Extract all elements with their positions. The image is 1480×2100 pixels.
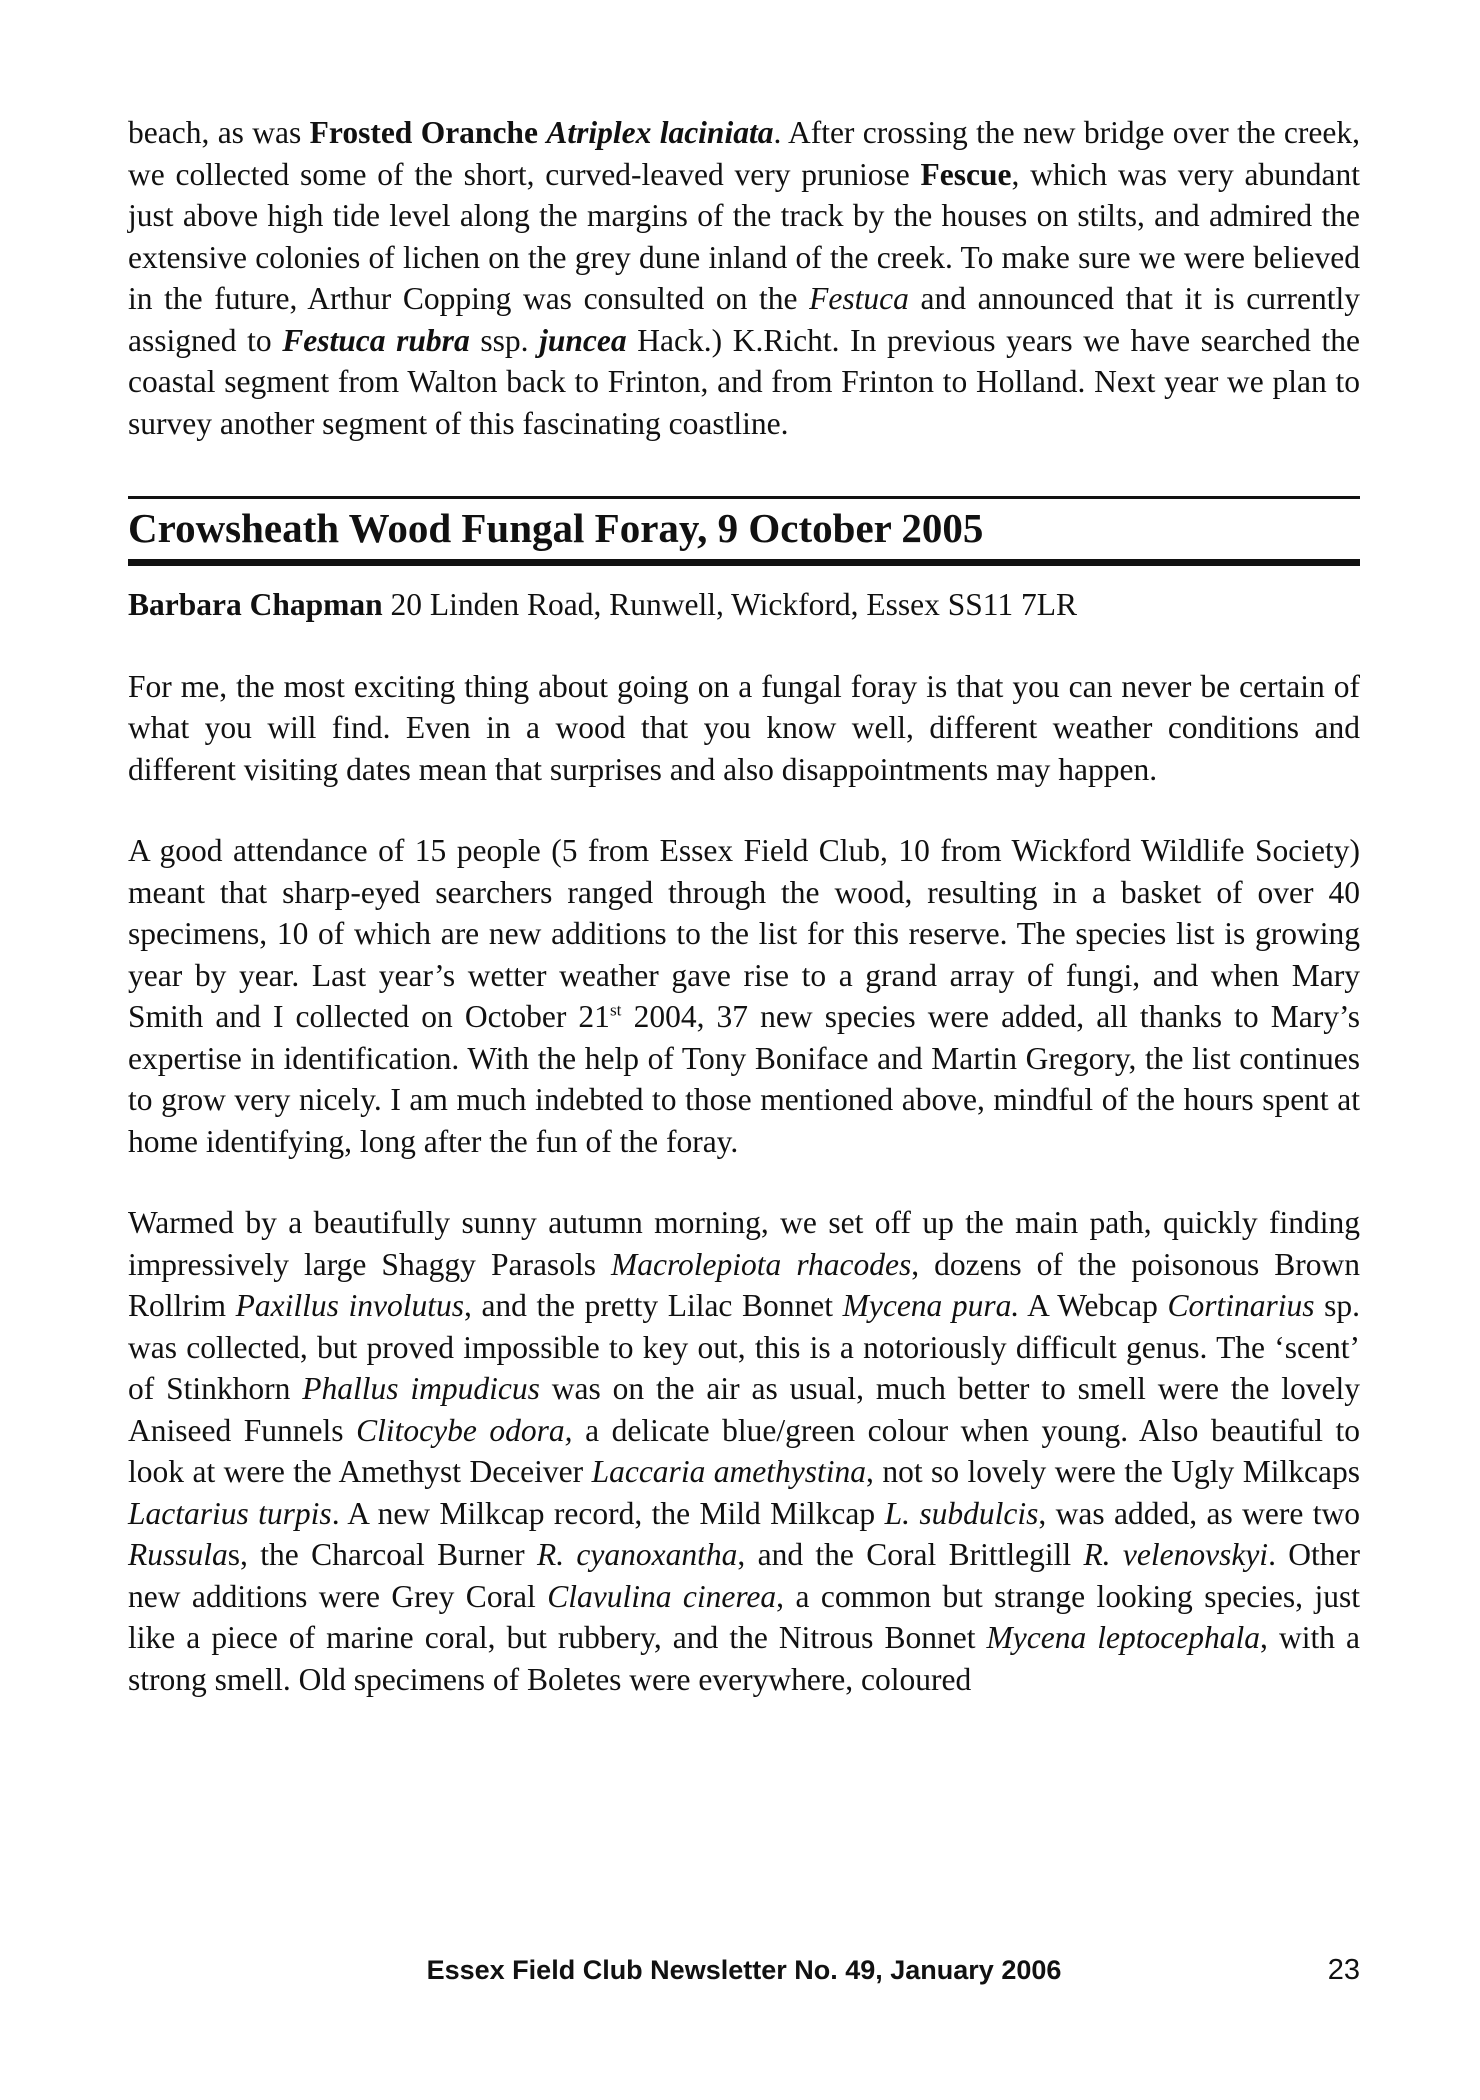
species-latin-name: Clavulina cinerea [547,1578,777,1614]
heading-rule-bottom [128,559,1360,566]
newsletter-title: Essex Field Club Newsletter No. 49, January 2006 [426,1955,1062,1985]
superscript: st [609,1000,622,1020]
author-address: 20 Linden Road, Runwell, Wickford, Essex SS11 7LR [382,587,1077,622]
species-latin-name: Mycena pura. [842,1288,1020,1323]
species-latin-name: R. cyanoxantha [536,1537,738,1572]
species-latin-name: Paxillus involutus [235,1288,464,1323]
text-run: Warmed by a beautifully sunny autumn morning, we set off up the main path, quickly finding impressively large Shaggy Parasols [128,1205,1360,1282]
author-line [128,584,1360,626]
species-latin-name: Clitocybe odora, [356,1412,573,1448]
text-run: a delicate blue/green colour when young. Also beautiful to look at were the Amethyst Deceiver [128,1412,1361,1489]
text-run: , which was very abundant just above high tide level along the margins of the track by the houses on stilts, and admired the extensive colonies of lichen on the grey dune inland of the creek. To make sure we were believed in the future, Arthur Copping was consulted on the [128,156,1360,316]
text-run: was on the air as usual, much better to smell were the lovely Aniseed Funnels [128,1371,1360,1448]
page-content [128,112,1360,1700]
species-latin-name: juncea [539,322,627,358]
text-run: A Webcap [1019,1288,1168,1323]
text-run: , with a strong smell. Old specimens of Boletes were everywhere, coloured [128,1620,1360,1697]
page-footer [128,1950,1360,1990]
species-latin-name: Macrolepiota rhacodes [610,1246,912,1282]
species-common-name: Frosted Oranche [309,115,538,150]
text-run: ssp. [469,322,540,358]
page-number: 23 [1327,1954,1360,1986]
text-run: , and the Coral Brittlegill [737,1537,1084,1572]
text-run: . A new Milkcap record, the Mild Milkcap [331,1495,885,1531]
body-paragraph-2 [128,830,1360,1162]
text-run: . After crossing the new bridge over the creek, we collected some of the short, curved-leaved very pruniose [128,115,1360,192]
text-run: Hack.) K.Richt. In previous years we have searched the coastal segment from Walton back to Frinton, and from Frinton to Holland. Next year we plan to survey another segment of this fascinating coastline. [128,322,1360,441]
species-latin-name: Festuca rubra [282,322,470,358]
species-latin-name: Laccaria amethystina [591,1454,867,1489]
text-run: sp. was collected, but proved impossible to key out, this is a notoriously difficult genus. The ‘scent’ of Stinkhorn [128,1288,1361,1406]
text-run: , not so lovely were the Ugly Milkcaps [866,1454,1360,1489]
species-latin-name: Atriplex laciniata [546,115,774,150]
text-run: , dozens of the poisonous Brown Rollrim [128,1246,1360,1323]
body-paragraph-1: For me, the most exciting thing about going on a fungal foray is that you can never be certain of what you will find. Even in a wood that you know well, different weather conditions and different visiting dates mean that surprises and also disappointments may happen. [128,668,1360,787]
species-latin-name: Lactarius turpis [128,1495,332,1531]
text-run: beach, as was [128,115,310,150]
article-title: Crowsheath Wood Fungal Foray, 9 October 2005 [128,505,984,551]
text-run: , and the pretty Lilac Bonnet [463,1288,843,1323]
text-run: s, the Charcoal Burner [227,1537,537,1572]
text-run: . Other new additions were Grey Coral [128,1537,1361,1614]
species-latin-name: Cortinarius [1167,1288,1315,1323]
body-paragraph-3 [128,1202,1360,1700]
text-run: , a common but strange looking species, just like a piece of marine coral, but rubbery, and the Nitrous Bonnet [128,1578,1360,1655]
author-name: Barbara Chapman [128,587,383,622]
species-latin-name: Russula [128,1537,228,1572]
species-common-name: Fescue [920,156,1012,192]
heading-rule-top [128,496,1360,499]
text-run: 2004, 37 new species were added, all thanks to Mary’s expertise in identification. With the help of Tony Boniface and Martin Gregory, the list continues to grow very nicely. I am much indebted to those mentioned above, mindful of the hours spent at home identifying, long after the fun of the foray. [128,999,1360,1159]
text-run: , was added, as were two [1038,1495,1361,1531]
intro-paragraph [128,112,1360,444]
text-run: and announced that it is currently assigned to [128,281,1360,358]
species-latin-name: Mycena leptocephala [986,1620,1260,1655]
species-latin-name: R. velenovskyi [1083,1537,1269,1572]
species-latin-name: L. subdulcis [884,1495,1039,1531]
text-run: A good attendance of 15 people (5 from Essex Field Club, 10 from Wickford Wildlife Society) meant that sharp-eyed searchers ranged through the wood, resulting in a basket of over 40 specimens, 10 of which are new additions to the list for this reserve. The species list is growing year by year. Last year’s wetter weather gave rise to a grand array of fungi, and when Mary Smith and I collected on October 21 [128,833,1360,1034]
species-latin-name: Festuca [809,281,909,316]
species-latin-name: Phallus impudicus [302,1371,540,1406]
